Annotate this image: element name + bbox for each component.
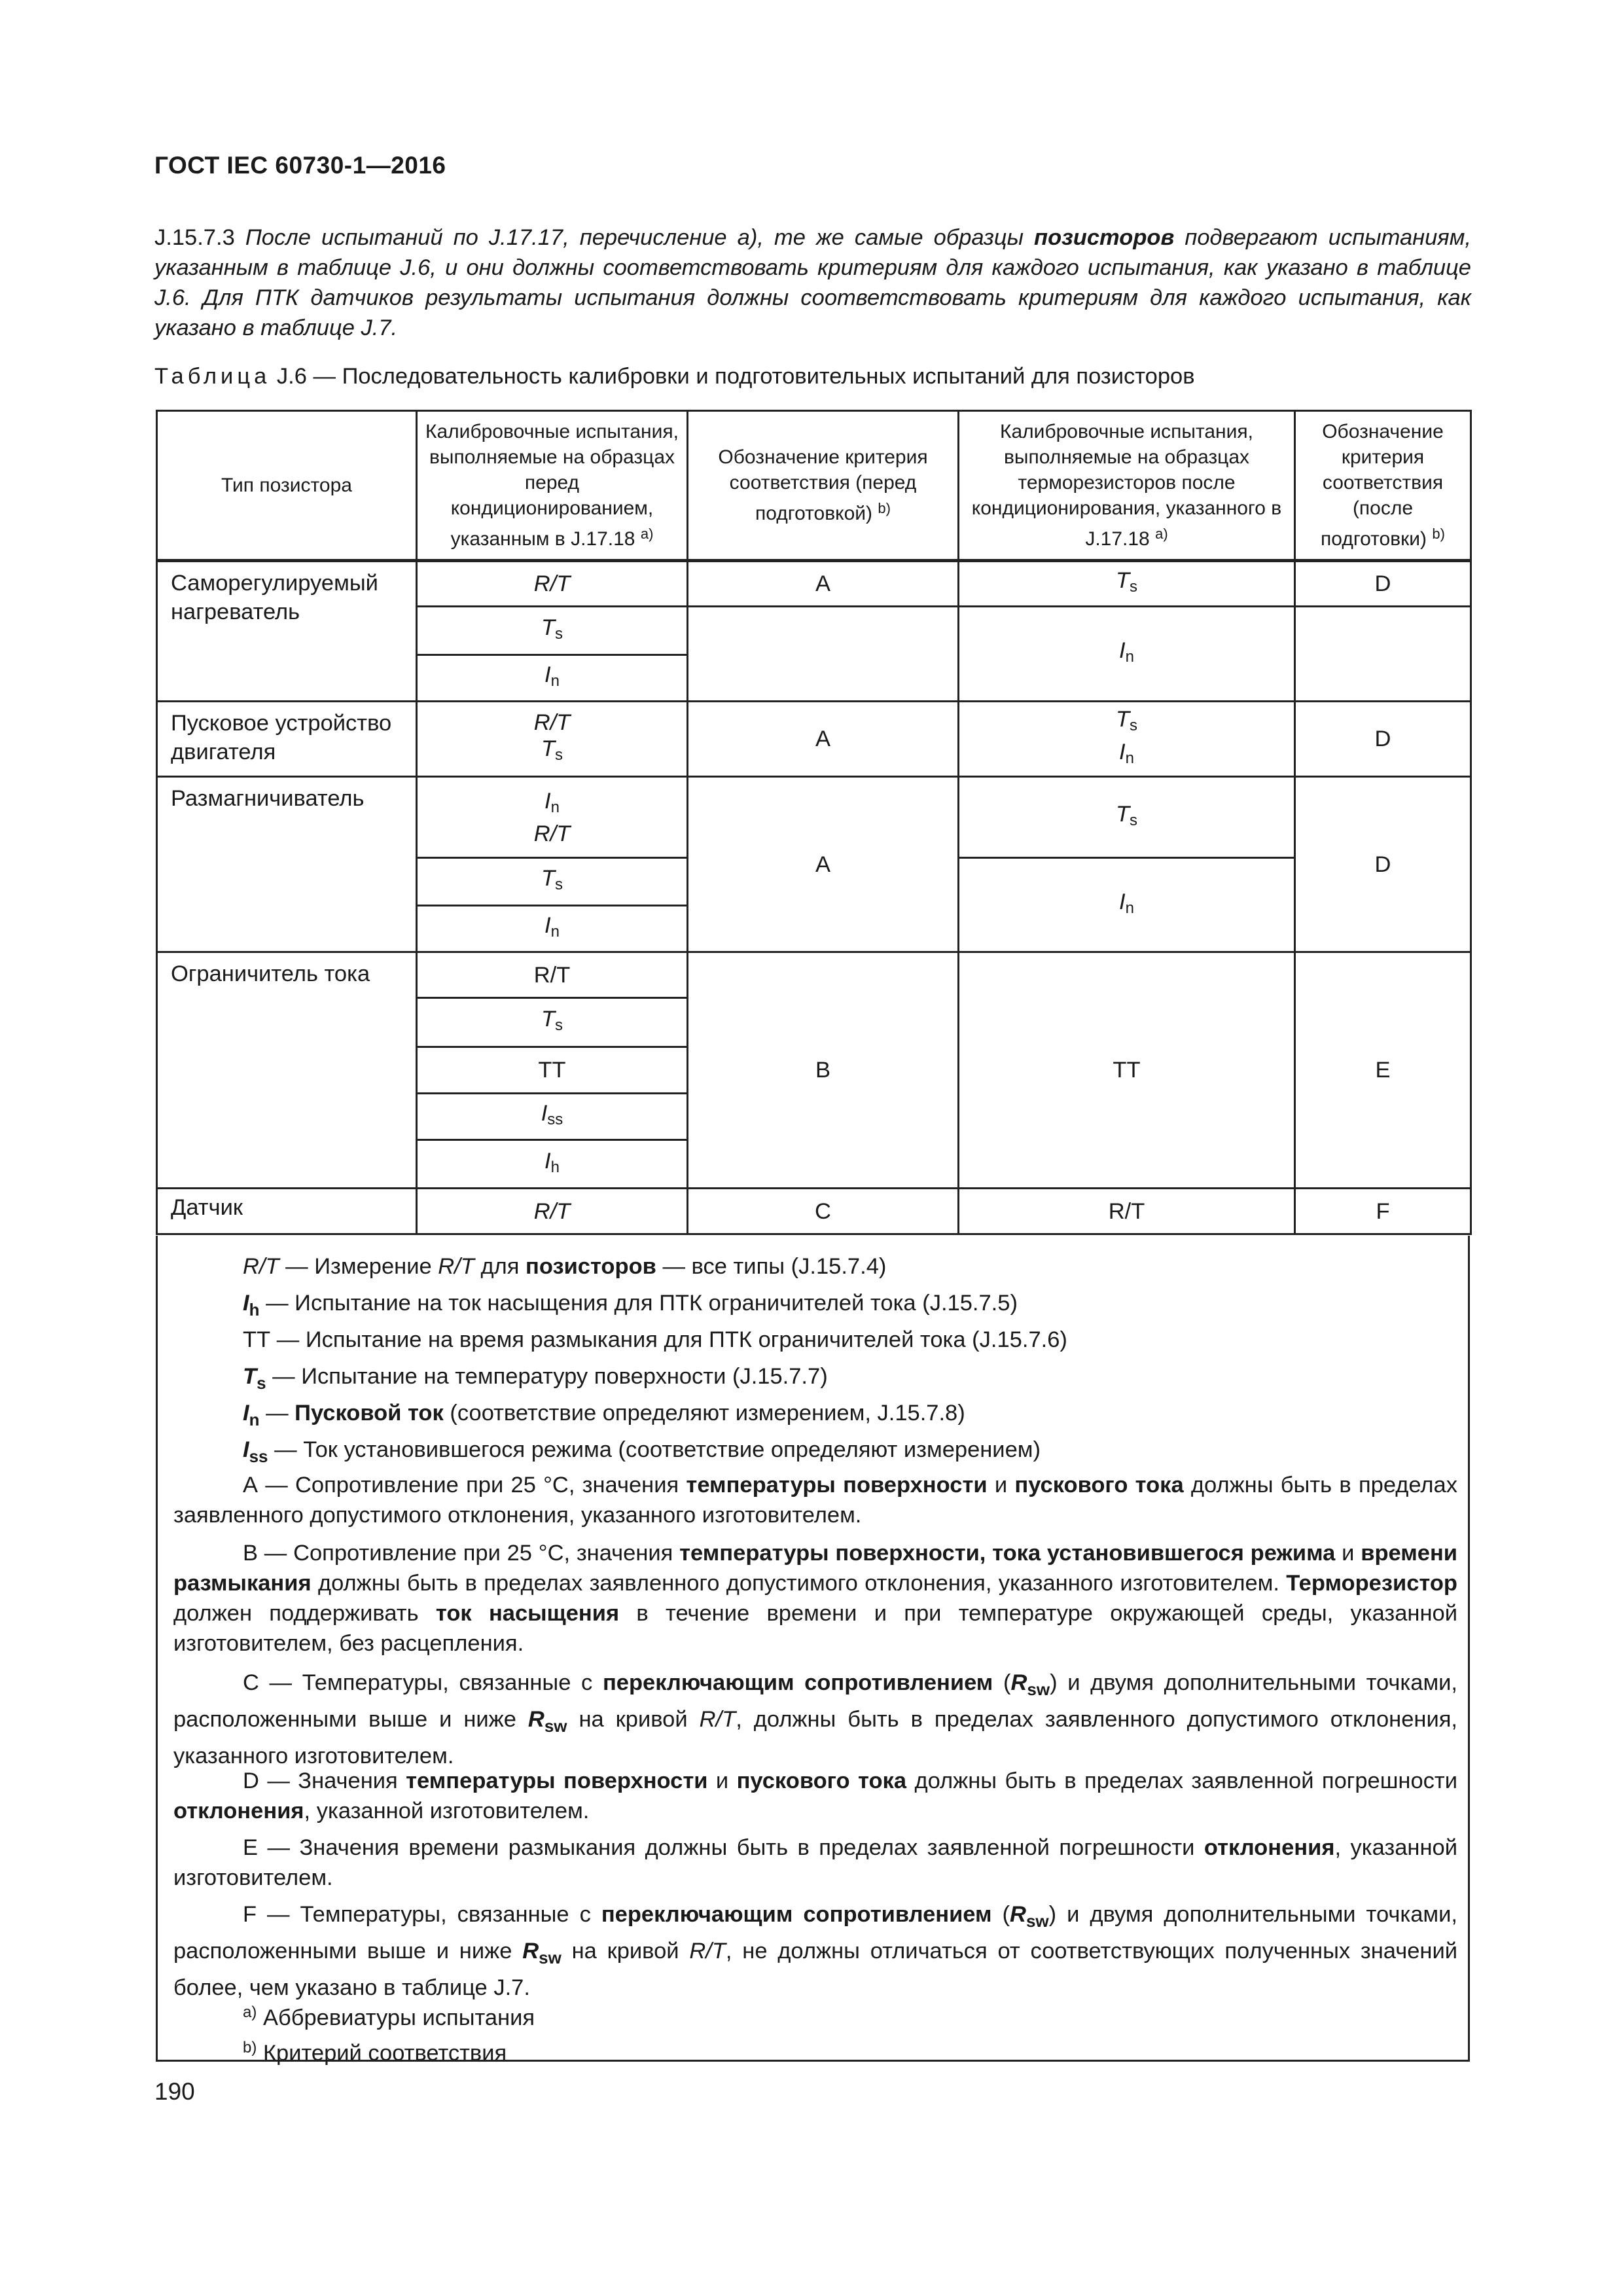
note-ts: $T_s$ — Испытание на температуру поверхности (J.15.7.7) xyxy=(243,1364,828,1393)
test-cell: $T_s$ xyxy=(417,998,688,1047)
header-post-tests: Калибровочные испытания, выполняемые на образцах терморезисторов после кондиционирования, указанного в J.17.18 $^{a)}$ xyxy=(959,411,1295,561)
header-post-criterion: Обозначение критерия соответствия (после подготовки) $^{b)}$ xyxy=(1295,411,1471,561)
criterion-d-note: D — Значения температуры поверхности и пускового тока должны быть в пределах заявленной погрешности отклонения, указанной изготовителем. xyxy=(173,1768,1457,1823)
test-cell: R/T xyxy=(959,1189,1295,1234)
test-cell: R/T $T_s$ xyxy=(417,702,688,777)
criterion-cell: E xyxy=(1295,952,1471,1189)
table-caption xyxy=(154,364,1195,389)
criterion-c-note: С — Температуры, связанные с переключающим сопротивлением $(R_{sw})$ и двумя дополнительными точками, расположенными выше и ниже $R_{sw}$ на кривой R/T, должны быть в пределах заявленного допустимого отклонения, указанного изготовителем. xyxy=(173,1670,1458,1768)
test-cell: $T_s$ xyxy=(417,858,688,906)
criterion-cell: D xyxy=(1295,777,1471,952)
test-cell: $T_s$ xyxy=(417,607,688,655)
criterion-cell: A xyxy=(688,702,959,777)
test-cell: $I_{ss}$ xyxy=(417,1094,688,1140)
table-row xyxy=(157,702,1471,777)
criterion-e-note: Е — Значения времени размыкания должны быть в пределах заявленной погрешности отклонения, указанной изготовителем. xyxy=(173,1835,1457,1890)
footnote-b: $^{b)}$ Критерий соответствия xyxy=(243,2039,507,2066)
test-cell: ТТ xyxy=(959,952,1295,1189)
intro-text-2: подвергают испытаниям, указанным в таблице J.6, и они должны соответствовать критериям для каждого испытания, как указано в таблице J.6. Для ПТК датчиков результаты испытания должны соответствовать критериям для каждого испытания, как указано в таблице J.7. xyxy=(154,225,1471,340)
note-in: $I_n$ — Пусковой ток (соответствие определяют измерением, J.15.7.8) xyxy=(243,1401,965,1429)
test-cell: $I_n$ xyxy=(959,607,1295,702)
type-motor-starter: Пусковое устройство двигателя xyxy=(157,702,417,777)
criterion-cell: A xyxy=(688,561,959,607)
test-cell: $I_n$ xyxy=(417,906,688,952)
page-number: 190 xyxy=(154,2078,195,2105)
test-cell: $T_s$ xyxy=(959,777,1295,858)
test-cell: $T_s$ $I_n$ xyxy=(959,702,1295,777)
criterion-cell: A xyxy=(688,777,959,952)
intro-text-1: После испытаний по J.17.17, перечисление а), те же самые образцы xyxy=(245,225,1024,250)
header-type: Тип позистора xyxy=(157,411,417,561)
criterion-cell: B xyxy=(688,952,959,1189)
note-ih: $I_h$ — Испытание на ток насыщения для ПТК ограничителей тока (J.15.7.5) xyxy=(243,1291,1018,1319)
criterion-cell: D xyxy=(1295,561,1471,607)
table-row xyxy=(157,1189,1471,1234)
table-caption-title: J.6 — Последовательность калибровки и подготовительных испытаний для позисторов xyxy=(276,364,1195,389)
type-self-regulating-heater: Саморегулируемый нагреватель xyxy=(157,561,417,702)
empty-cell xyxy=(688,607,959,702)
header-pre-tests: Калибровочные испытания, выполняемые на образцах перед кондиционированием, указанным в J.17.18 $^{a)}$ xyxy=(417,411,688,561)
criterion-f-note: F — Температуры, связанные с переключающим сопротивлением $(R_{sw})$ и двумя дополнительными точками, расположенными выше и ниже $R_{sw}$ на кривой R/T, не должны отличаться от соответствующих полученных значений более, чем указано в таблице J.7. xyxy=(173,1902,1457,2000)
type-degausser: Размагничиватель xyxy=(157,777,417,952)
note-tt: ТТ — Испытание на время размыкания для ПТК ограничителей тока (J.15.7.6) xyxy=(243,1327,1067,1352)
table-row xyxy=(157,952,1471,998)
document-code: ГОСТ IEC 60730-1—2016 xyxy=(154,152,446,179)
test-cell: $I_n$ R/T xyxy=(417,777,688,858)
calibration-table xyxy=(156,410,1472,1235)
criterion-cell: D xyxy=(1295,702,1471,777)
note-rt: R/T — Измерение R/T для позисторов — все типы (J.15.7.4) xyxy=(243,1254,887,1279)
type-current-limiter: Ограничитель тока xyxy=(157,952,417,1189)
clause-number: J.15.7.3 xyxy=(154,225,235,250)
empty-cell xyxy=(1295,607,1471,702)
table-caption-label: Таблица xyxy=(154,364,271,389)
table-notes xyxy=(156,1236,1470,2066)
type-sensor: Датчик xyxy=(157,1189,417,1234)
test-cell: $T_s$ xyxy=(959,561,1295,607)
test-cell: R/T xyxy=(417,561,688,607)
test-cell: $I_n$ xyxy=(417,655,688,702)
test-cell: $I_n$ xyxy=(959,858,1295,952)
test-cell: R/T xyxy=(417,1189,688,1234)
table-row xyxy=(157,561,1471,607)
test-cell: $I_h$ xyxy=(417,1140,688,1189)
header-pre-criterion: Обозначение критерия соответствия (перед подготовкой) $^{b)}$ xyxy=(688,411,959,561)
table-row xyxy=(157,777,1471,858)
test-cell: ТТ xyxy=(417,1047,688,1094)
criterion-b-note: В — Сопротивление при 25 °С, значения температуры поверхности, тока установившегося режима и времени размыкания должны быть в пределах заявленного допустимого отклонения, указанного изготовителем. Терморезистор должен поддерживать ток насыщения в течение времени и при температуре окружающей среды, указанной изготовителем, без расцепления. xyxy=(173,1541,1458,1656)
note-iss: $I_{ss}$ — Ток установившегося режима (соответствие определяют измерением) xyxy=(243,1437,1041,1466)
criterion-a-note: А — Сопротивление при 25 °С, значения температуры поверхности и пускового тока должны быть в пределах заявленного допустимого отклонения, указанного изготовителем. xyxy=(173,1473,1457,1528)
footnote-a: $^{a)}$ Аббревиатуры испытания xyxy=(243,2003,535,2030)
criterion-cell: C xyxy=(688,1189,959,1234)
criterion-cell: F xyxy=(1295,1189,1471,1234)
test-cell: R/T xyxy=(417,952,688,998)
intro-paragraph xyxy=(154,223,1471,343)
table-header-row xyxy=(157,411,1471,561)
intro-text-bold: позисторов xyxy=(1034,225,1175,250)
